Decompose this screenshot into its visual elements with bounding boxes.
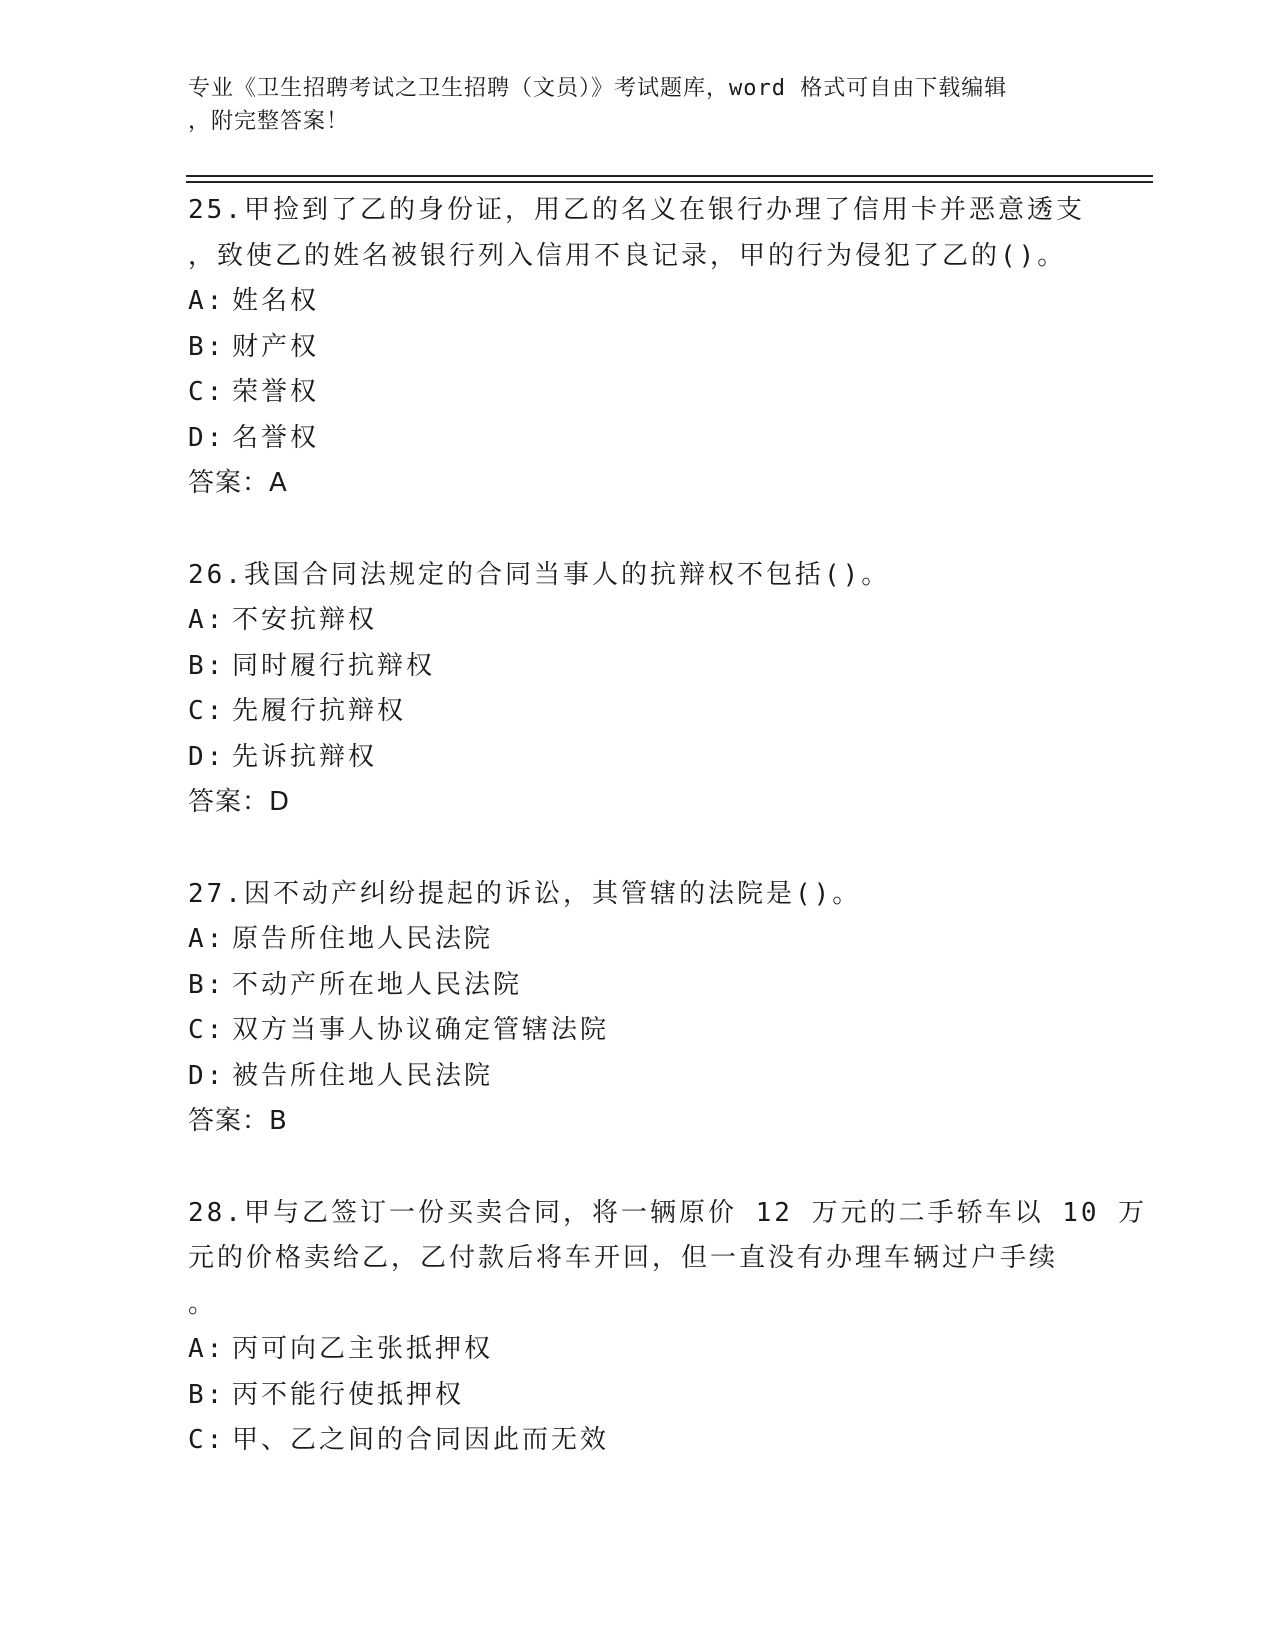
question-text-line: 元的价格卖给乙，乙付款后将车开回，但一直没有办理车辆过户手续 bbox=[188, 1243, 1059, 1273]
option-d bbox=[188, 416, 1088, 462]
question-27 bbox=[188, 872, 1088, 1145]
option-text: 原告所住地人民法院 bbox=[232, 924, 494, 954]
option-d bbox=[188, 735, 1088, 781]
option-letter: C: bbox=[188, 1015, 226, 1045]
option-b bbox=[188, 644, 1088, 690]
option-c bbox=[188, 689, 1088, 735]
option-letter: C: bbox=[188, 377, 226, 407]
option-letter: A: bbox=[188, 1334, 226, 1364]
question-text-line: 25.甲捡到了乙的身份证，用乙的名义在银行办理了信用卡并恶意透支 bbox=[188, 195, 1085, 225]
option-letter: B: bbox=[188, 650, 226, 681]
option-b bbox=[188, 325, 1088, 371]
option-text: 财产权 bbox=[232, 331, 320, 362]
option-text: 双方当事人协议确定管辖法院 bbox=[232, 1015, 610, 1045]
question-text-line: ，致使乙的姓名被银行列入信用不良记录，甲的行为侵犯了乙的()。 bbox=[188, 240, 1067, 271]
option-letter: A: bbox=[188, 286, 226, 316]
option-c bbox=[188, 1008, 1088, 1054]
option-c bbox=[188, 1418, 1088, 1464]
option-b bbox=[188, 1373, 1088, 1419]
option-letter: D: bbox=[188, 422, 226, 453]
option-text: 丙不能行使抵押权 bbox=[232, 1379, 465, 1410]
question-26 bbox=[188, 553, 1088, 826]
option-text: 姓名权 bbox=[232, 286, 320, 316]
header-divider-bottom bbox=[186, 181, 1153, 183]
option-a bbox=[188, 1327, 1088, 1373]
option-text: 同时履行抗辩权 bbox=[232, 650, 436, 681]
option-letter: B: bbox=[188, 969, 226, 1000]
option-a bbox=[188, 598, 1088, 644]
option-text: 荣誉权 bbox=[232, 377, 320, 407]
question-text-line: 28.甲与乙签订一份买卖合同，将一辆原价 12 万元的二手轿车以 10 万 bbox=[188, 1197, 1148, 1228]
option-letter: D: bbox=[188, 741, 226, 772]
option-letter: A: bbox=[188, 924, 226, 954]
option-text: 丙可向乙主张抵押权 bbox=[232, 1334, 494, 1364]
option-a bbox=[188, 917, 1088, 963]
option-letter: C: bbox=[188, 696, 226, 726]
option-a bbox=[188, 279, 1088, 325]
option-letter: B: bbox=[188, 1379, 226, 1410]
option-text: 先诉抗辩权 bbox=[232, 741, 378, 772]
option-text: 不动产所在地人民法院 bbox=[232, 969, 523, 1000]
option-letter: C: bbox=[188, 1425, 226, 1455]
option-letter: D: bbox=[188, 1060, 226, 1091]
option-letter: A: bbox=[188, 605, 226, 635]
answer-label: 答案：A bbox=[188, 468, 288, 498]
option-text: 先履行抗辩权 bbox=[232, 696, 407, 726]
option-text: 被告所住地人民法院 bbox=[232, 1060, 494, 1091]
question-text-line: 26.我国合同法规定的合同当事人的抗辩权不包括()。 bbox=[188, 559, 891, 590]
answer-label: 答案：D bbox=[188, 787, 291, 817]
document-header: 专业《卫生招聘考试之卫生招聘（文员）》考试题库，word 格式可自由下载编辑 ，附完整答案！ bbox=[188, 76, 1008, 134]
question-text-line: 。 bbox=[188, 1288, 218, 1319]
option-b bbox=[188, 963, 1088, 1009]
option-letter: B: bbox=[188, 331, 226, 362]
option-text: 不安抗辩权 bbox=[232, 605, 378, 635]
option-c bbox=[188, 370, 1088, 416]
option-text: 甲、乙之间的合同因此而无效 bbox=[232, 1425, 610, 1455]
answer-label: 答案：B bbox=[188, 1106, 288, 1136]
option-text: 名誉权 bbox=[232, 422, 320, 453]
header-divider-top bbox=[186, 175, 1153, 177]
option-d bbox=[188, 1054, 1088, 1100]
question-25 bbox=[188, 188, 1088, 507]
question-text-line: 27.因不动产纠纷提起的诉讼，其管辖的法院是()。 bbox=[188, 878, 862, 909]
question-list bbox=[188, 188, 1148, 1510]
question-28 bbox=[188, 1191, 1148, 1464]
